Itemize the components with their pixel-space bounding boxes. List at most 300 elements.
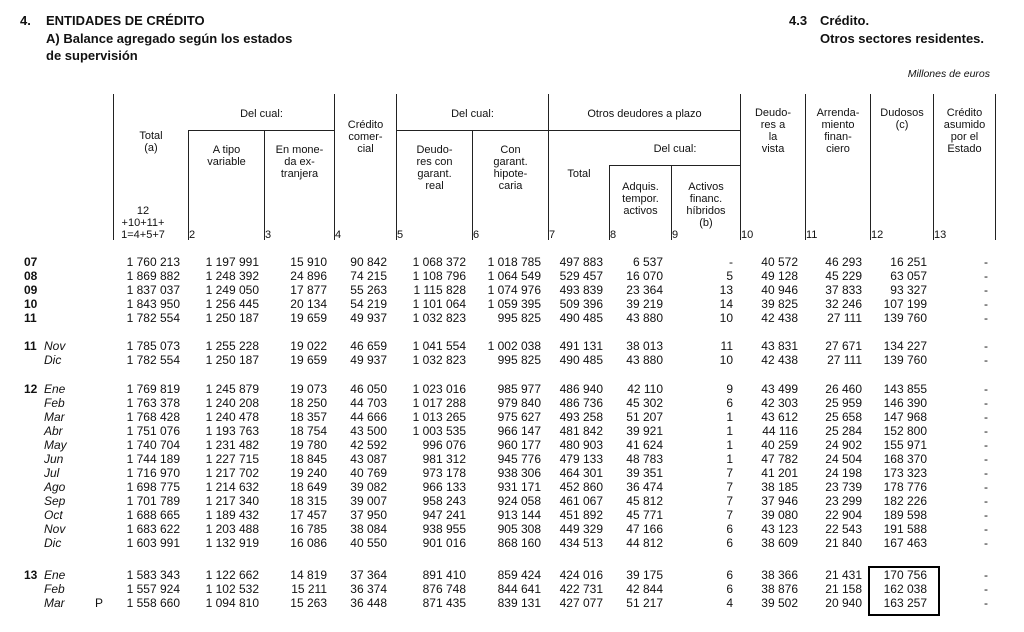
- cell-col-12: 173 323: [883, 466, 927, 480]
- cell-col-11: 25 658: [825, 410, 862, 424]
- col-header-deudores-garantia-real: Deudo- res con garant. real: [416, 144, 453, 192]
- divider: [548, 130, 740, 131]
- cell-col-4: 43 087: [350, 452, 387, 466]
- row-year: 11: [24, 311, 37, 325]
- cell-col-10: 43 612: [761, 410, 798, 424]
- cell-col-12: 168 370: [883, 452, 927, 466]
- cell-col-8: 44 812: [626, 536, 663, 550]
- cell-col-3: 19 073: [290, 382, 327, 396]
- col-header-dudosos: Dudosos (c): [880, 107, 924, 131]
- cell-col-3: 24 896: [290, 269, 327, 283]
- table-row: [0, 523, 1024, 536]
- cell-col-8: 6 537: [632, 255, 663, 269]
- cell-col-6: 975 627: [497, 410, 541, 424]
- row-period-label: [24, 270, 44, 283]
- cell-col-10: 40 572: [761, 255, 798, 269]
- cell-col-5: 1 041 554: [412, 339, 466, 353]
- cell-col-5: 1 068 372: [412, 255, 466, 269]
- cell-col-6: 844 641: [497, 582, 541, 596]
- cell-col-2: 1 250 187: [205, 311, 259, 325]
- cell-col-8: 36 474: [626, 480, 663, 494]
- cell-col-11: 24 504: [825, 452, 862, 466]
- cell-col-2: 1 256 445: [205, 297, 259, 311]
- cell-col-1: 1 558 660: [126, 596, 180, 610]
- divider: [609, 165, 740, 166]
- cell-col-6: 905 308: [497, 522, 541, 536]
- row-month: May: [44, 438, 67, 452]
- row-year: 11: [24, 339, 37, 353]
- cell-col-1: 1 716 970: [126, 466, 180, 480]
- cell-col-13: -: [984, 536, 988, 550]
- cell-col-4: 46 050: [350, 382, 387, 396]
- cell-col-12: 155 971: [883, 438, 927, 452]
- cell-col-13: -: [984, 297, 988, 311]
- cell-col-2: 1 255 228: [205, 339, 259, 353]
- cell-col-5: 901 016: [422, 536, 466, 550]
- table-row: [0, 495, 1024, 508]
- cell-col-8: 42 110: [627, 382, 663, 396]
- cell-col-8: 39 921: [626, 424, 663, 438]
- cell-col-4: 40 550: [350, 536, 387, 550]
- col-header-total: Total (a): [139, 130, 163, 154]
- cell-col-2: 1 227 715: [205, 452, 259, 466]
- cell-col-6: 1 059 395: [487, 297, 541, 311]
- row-month: Dic: [44, 536, 62, 550]
- cell-col-12: 182 226: [883, 494, 927, 508]
- cell-col-5: 981 312: [422, 452, 466, 466]
- row-month: Feb: [44, 396, 65, 410]
- cell-col-13: -: [984, 311, 988, 325]
- cell-col-7: 422 731: [559, 582, 603, 596]
- cell-col-3: 18 315: [290, 494, 327, 508]
- row-period-label: [24, 354, 61, 367]
- units-note: Millones de euros: [907, 68, 990, 80]
- cell-col-7: 497 883: [559, 255, 603, 269]
- cell-col-10: 43 499: [761, 382, 798, 396]
- cell-col-1: 1 688 665: [126, 508, 180, 522]
- cell-col-10: 39 502: [761, 596, 798, 610]
- cell-col-11: 46 293: [825, 255, 862, 269]
- cell-col-1: 1 744 189: [126, 452, 180, 466]
- cell-col-13: -: [984, 255, 988, 269]
- cell-col-3: 15 263: [290, 596, 327, 610]
- cell-col-5: 871 435: [422, 596, 466, 610]
- cell-col-5: 1 032 823: [412, 311, 466, 325]
- cell-col-10: 42 303: [761, 396, 798, 410]
- cell-col-10: 40 946: [761, 283, 798, 297]
- cell-col-11: 26 460: [825, 382, 862, 396]
- cell-col-9: 9: [726, 382, 733, 396]
- cell-col-8: 45 771: [626, 508, 663, 522]
- cell-col-10: 41 201: [761, 466, 798, 480]
- table-row: [0, 439, 1024, 452]
- cell-col-6: 945 776: [497, 452, 541, 466]
- col-header-del-cual: Del cual:: [653, 143, 697, 155]
- cell-col-2: 1 249 050: [205, 283, 259, 297]
- cell-col-9: 6: [726, 568, 733, 582]
- cell-col-11: 27 111: [827, 311, 862, 325]
- cell-col-7: 427 077: [559, 596, 603, 610]
- cell-col-7: 491 131: [559, 339, 603, 353]
- cell-col-5: 1 023 016: [412, 382, 466, 396]
- cell-col-8: 38 013: [626, 339, 663, 353]
- cell-col-1: 1 751 076: [126, 424, 180, 438]
- cell-col-9: 11: [720, 339, 733, 353]
- cell-col-11: 25 284: [825, 424, 862, 438]
- cell-col-12: 139 760: [883, 353, 927, 367]
- cell-col-11: 24 198: [825, 466, 862, 480]
- table-row: [0, 340, 1024, 353]
- cell-col-7: 451 892: [559, 508, 603, 522]
- cell-col-5: 947 241: [422, 508, 466, 522]
- cell-col-13: -: [984, 494, 988, 508]
- row-period-label: [24, 467, 59, 480]
- cell-col-5: 973 178: [422, 466, 466, 480]
- cell-col-4: 39 007: [350, 494, 387, 508]
- cell-col-13: -: [984, 582, 988, 596]
- cell-col-13: -: [984, 424, 988, 438]
- cell-col-3: 20 134: [290, 297, 327, 311]
- cell-col-1: 1 785 073: [126, 339, 180, 353]
- row-period-label: [24, 569, 65, 582]
- cell-col-8: 23 364: [626, 283, 663, 297]
- cell-col-11: 25 959: [825, 396, 862, 410]
- cell-col-2: 1 217 340: [205, 494, 259, 508]
- cell-col-3: 17 457: [290, 508, 327, 522]
- cell-col-12: 163 257: [883, 596, 927, 610]
- row-year: 12: [24, 382, 38, 396]
- cell-col-4: 74 215: [350, 269, 387, 283]
- cell-col-6: 960 177: [497, 438, 541, 452]
- cell-col-4: 54 219: [350, 297, 387, 311]
- cell-col-1: 1 763 378: [126, 396, 180, 410]
- col-number: 11: [806, 229, 818, 241]
- row-period-label: [24, 411, 65, 424]
- divider: [396, 130, 548, 131]
- cell-col-1: 1 583 343: [126, 568, 180, 582]
- cell-col-9: 7: [726, 508, 733, 522]
- cell-col-9: 6: [726, 536, 733, 550]
- cell-col-13: -: [984, 269, 988, 283]
- cell-col-9: 1: [726, 410, 733, 424]
- cell-col-13: -: [984, 283, 988, 297]
- cell-col-10: 42 438: [761, 311, 798, 325]
- cell-col-2: 1 102 532: [205, 582, 259, 596]
- cell-col-8: 16 070: [626, 269, 663, 283]
- cell-col-12: 16 251: [890, 255, 927, 269]
- cell-col-7: 493 839: [559, 283, 603, 297]
- cell-col-5: 966 133: [422, 480, 466, 494]
- cell-col-6: 913 144: [497, 508, 541, 522]
- cell-col-6: 938 306: [497, 466, 541, 480]
- cell-col-13: -: [984, 466, 988, 480]
- col-header-del-cual: Del cual:: [240, 108, 283, 120]
- cell-col-8: 39 219: [626, 297, 663, 311]
- col-header-arrendamiento: Arrenda- miento finan- ciero: [816, 107, 860, 155]
- subtitle-line2: de supervisión: [46, 48, 138, 63]
- cell-col-9: 6: [726, 582, 733, 596]
- cell-col-2: 1 197 991: [205, 255, 259, 269]
- row-period-label: [24, 383, 65, 396]
- cell-col-9: 6: [726, 522, 733, 536]
- cell-col-6: 1 002 038: [487, 339, 541, 353]
- cell-col-11: 37 833: [825, 283, 862, 297]
- col-number: 9: [672, 229, 679, 241]
- cell-col-8: 51 217: [626, 596, 663, 610]
- cell-col-8: 48 783: [626, 452, 663, 466]
- cell-col-12: 143 855: [883, 382, 927, 396]
- cell-col-9: 14: [719, 297, 733, 311]
- cell-col-6: 1 064 549: [487, 269, 541, 283]
- cell-col-9: 6: [726, 396, 733, 410]
- cell-col-9: 1: [726, 452, 733, 466]
- table-row: [0, 383, 1024, 396]
- cell-col-11: 45 229: [825, 269, 862, 283]
- row-month: Abr: [44, 424, 63, 438]
- row-month: Oct: [44, 508, 63, 522]
- col-number: 10: [741, 229, 754, 241]
- cell-col-11: 21 158: [825, 582, 862, 596]
- cell-col-3: 14 819: [290, 568, 327, 582]
- cell-col-3: 16 086: [290, 536, 327, 550]
- row-period-label: [24, 439, 67, 452]
- cell-col-5: 1 115 828: [413, 283, 466, 297]
- cell-col-4: 39 082: [350, 480, 387, 494]
- cell-col-6: 985 977: [497, 382, 541, 396]
- cell-col-11: 21 431: [825, 568, 862, 582]
- row-month: Ene: [44, 568, 66, 582]
- row-month: Sep: [44, 494, 66, 508]
- col-header-activos-hibridos: Activos financ. híbridos (b): [686, 181, 726, 229]
- table-row: [0, 509, 1024, 522]
- row-period-label: [24, 537, 61, 550]
- cell-col-4: 49 937: [350, 311, 387, 325]
- table-row: [0, 270, 1024, 283]
- cell-col-7: 481 842: [559, 424, 603, 438]
- cell-col-12: 152 800: [883, 424, 927, 438]
- cell-col-3: 19 659: [290, 353, 327, 367]
- cell-col-7: 490 485: [559, 311, 603, 325]
- col-header-tipo-variable: A tipo variable: [207, 144, 246, 168]
- cell-col-12: 162 038: [883, 582, 927, 596]
- col-header-otros-deudores: Otros deudores a plazo: [587, 108, 702, 120]
- cell-col-12: 139 760: [883, 311, 927, 325]
- col-number: 6: [473, 229, 480, 241]
- row-month: Nov: [44, 339, 66, 353]
- cell-col-3: 19 780: [290, 438, 327, 452]
- row-year: 07: [24, 255, 38, 269]
- row-provisional-flag: P: [95, 596, 104, 610]
- row-period-label: [24, 523, 65, 536]
- cell-col-6: 966 147: [497, 424, 541, 438]
- cell-col-2: 1 245 879: [205, 382, 259, 396]
- row-period-label: [24, 256, 44, 269]
- section-title: ENTIDADES DE CRÉDITO: [46, 13, 205, 28]
- cell-col-5: 1 108 796: [412, 269, 466, 283]
- row-year: 13: [24, 568, 38, 582]
- cell-col-3: 19 240: [290, 466, 327, 480]
- cell-col-10: 43 123: [761, 522, 798, 536]
- cell-col-2: 1 240 478: [205, 410, 259, 424]
- cell-col-4: 42 592: [350, 438, 387, 452]
- cell-col-7: 493 258: [559, 410, 603, 424]
- cell-col-10: 38 609: [761, 536, 798, 550]
- cell-col-10: 38 185: [761, 480, 798, 494]
- cell-col-1: 1 603 991: [126, 536, 180, 550]
- cell-col-3: 18 754: [290, 424, 327, 438]
- table-title-line2: Otros sectores residentes.: [820, 31, 985, 46]
- cell-col-12: 146 390: [883, 396, 927, 410]
- cell-col-2: 1 094 810: [205, 596, 259, 610]
- col-header-otros-total: Total: [567, 168, 591, 180]
- cell-col-1: 1 740 704: [126, 438, 180, 452]
- cell-col-6: 979 840: [497, 396, 541, 410]
- cell-col-6: 931 171: [497, 480, 541, 494]
- cell-col-6: 859 424: [497, 568, 541, 582]
- cell-col-11: 32 246: [825, 297, 862, 311]
- cell-col-7: 480 903: [559, 438, 603, 452]
- cell-col-13: -: [984, 396, 988, 410]
- cell-col-11: 22 904: [825, 508, 862, 522]
- cell-col-1: 1 782 554: [126, 353, 180, 367]
- cell-col-10: 38 876: [761, 582, 798, 596]
- row-month: Jun: [44, 452, 64, 466]
- cell-col-13: -: [984, 522, 988, 536]
- row-period-label: [24, 495, 65, 508]
- cell-col-6: 995 825: [497, 353, 541, 367]
- cell-col-7: 452 860: [559, 480, 603, 494]
- cell-col-4: 90 842: [350, 255, 387, 269]
- cell-col-1: 1 557 924: [126, 582, 180, 596]
- cell-col-6: 1 018 785: [487, 255, 541, 269]
- col-header-adquis-temporal: Adquis. tempor. activos: [622, 181, 659, 217]
- row-month: Dic: [44, 353, 62, 367]
- cell-col-10: 44 116: [762, 424, 798, 438]
- cell-col-11: 20 940: [825, 596, 862, 610]
- row-month: Jul: [44, 466, 60, 480]
- cell-col-6: 839 131: [497, 596, 541, 610]
- cell-col-9: -: [729, 255, 733, 269]
- row-period-label: [24, 312, 44, 325]
- cell-col-6: 924 058: [497, 494, 541, 508]
- cell-col-13: -: [984, 508, 988, 522]
- cell-col-8: 42 844: [626, 582, 663, 596]
- col-header-deudores-vista: Deudo- res a la vista: [754, 107, 792, 155]
- col-number: 5: [397, 229, 404, 241]
- cell-col-6: 1 074 976: [487, 283, 541, 297]
- cell-col-8: 45 812: [626, 494, 663, 508]
- cell-col-12: 147 968: [883, 410, 927, 424]
- cell-col-11: 27 671: [825, 339, 862, 353]
- col-number: 4: [335, 229, 342, 241]
- cell-col-2: 1 250 187: [205, 353, 259, 367]
- cell-col-5: 876 748: [422, 582, 466, 596]
- cell-col-3: 15 910: [290, 255, 327, 269]
- cell-col-13: -: [984, 410, 988, 424]
- row-period-label: [24, 425, 63, 438]
- table-row: [0, 312, 1024, 325]
- cell-col-1: 1 701 789: [126, 494, 180, 508]
- row-period-label: [24, 509, 63, 522]
- cell-col-4: 55 263: [350, 283, 387, 297]
- col-number: 8: [610, 229, 617, 241]
- col-header-credito-asumido: Crédito asumido por el Estado: [943, 107, 986, 155]
- cell-col-6: 995 825: [497, 311, 541, 325]
- cell-col-3: 19 659: [290, 311, 327, 325]
- cell-col-9: 1: [726, 424, 733, 438]
- cell-col-8: 51 207: [626, 410, 663, 424]
- cell-col-4: 36 374: [350, 582, 387, 596]
- table-number: 4.3: [789, 13, 808, 28]
- cell-col-3: 18 845: [290, 452, 327, 466]
- cell-col-8: 39 351: [626, 466, 663, 480]
- cell-col-5: 1 003 535: [412, 424, 466, 438]
- row-month: Ene: [44, 382, 66, 396]
- cell-col-9: 10: [719, 353, 733, 367]
- table-title-line1: Crédito.: [820, 13, 870, 28]
- cell-col-4: 40 769: [350, 466, 387, 480]
- col-header-credito-comercial: Crédito comer- cial: [347, 119, 384, 155]
- cell-col-12: 191 588: [883, 522, 927, 536]
- cell-col-1: 1 782 554: [126, 311, 180, 325]
- col-number: 13: [934, 229, 947, 241]
- cell-col-13: -: [984, 353, 988, 367]
- cell-col-7: 486 736: [559, 396, 603, 410]
- cell-col-4: 37 950: [350, 508, 387, 522]
- table-row: [0, 256, 1024, 269]
- cell-col-9: 7: [726, 494, 733, 508]
- cell-col-1: 1 698 775: [126, 480, 180, 494]
- cell-col-2: 1 193 763: [205, 424, 259, 438]
- cell-col-9: 10: [719, 311, 733, 325]
- cell-col-7: 509 396: [559, 297, 603, 311]
- cell-col-9: 5: [726, 269, 733, 283]
- cell-col-12: 134 227: [883, 339, 927, 353]
- cell-col-2: 1 203 488: [205, 522, 259, 536]
- cell-col-2: 1 217 702: [205, 466, 259, 480]
- cell-col-10: 43 831: [761, 339, 798, 353]
- cell-col-13: -: [984, 382, 988, 396]
- cell-col-11: 22 543: [825, 522, 862, 536]
- cell-col-12: 167 463: [883, 536, 927, 550]
- cell-col-4: 44 703: [350, 396, 387, 410]
- cell-col-2: 1 132 919: [205, 536, 259, 550]
- table-row: [0, 354, 1024, 367]
- row-period-label: [24, 340, 65, 353]
- cell-col-5: 938 955: [422, 522, 466, 536]
- row-year: 09: [24, 283, 38, 297]
- cell-col-7: 464 301: [559, 466, 603, 480]
- subtitle-line1: A) Balance agregado según los estados: [46, 31, 293, 46]
- highlight-box: [868, 566, 940, 616]
- cell-col-4: 43 500: [350, 424, 387, 438]
- cell-col-13: -: [984, 596, 988, 610]
- cell-col-7: 449 329: [559, 522, 603, 536]
- row-period-label: [24, 481, 65, 494]
- cell-col-10: 38 366: [761, 568, 798, 582]
- cell-col-10: 40 259: [761, 438, 798, 452]
- divider: [995, 94, 996, 240]
- cell-col-1: 1 683 622: [126, 522, 180, 536]
- col-number: 3: [265, 229, 272, 241]
- row-month: Nov: [44, 522, 66, 536]
- cell-col-1: 1 760 213: [126, 255, 180, 269]
- row-period-label: [24, 597, 65, 610]
- cell-col-13: -: [984, 568, 988, 582]
- cell-col-8: 41 624: [626, 438, 663, 452]
- table-row: [0, 397, 1024, 410]
- cell-col-7: 529 457: [559, 269, 603, 283]
